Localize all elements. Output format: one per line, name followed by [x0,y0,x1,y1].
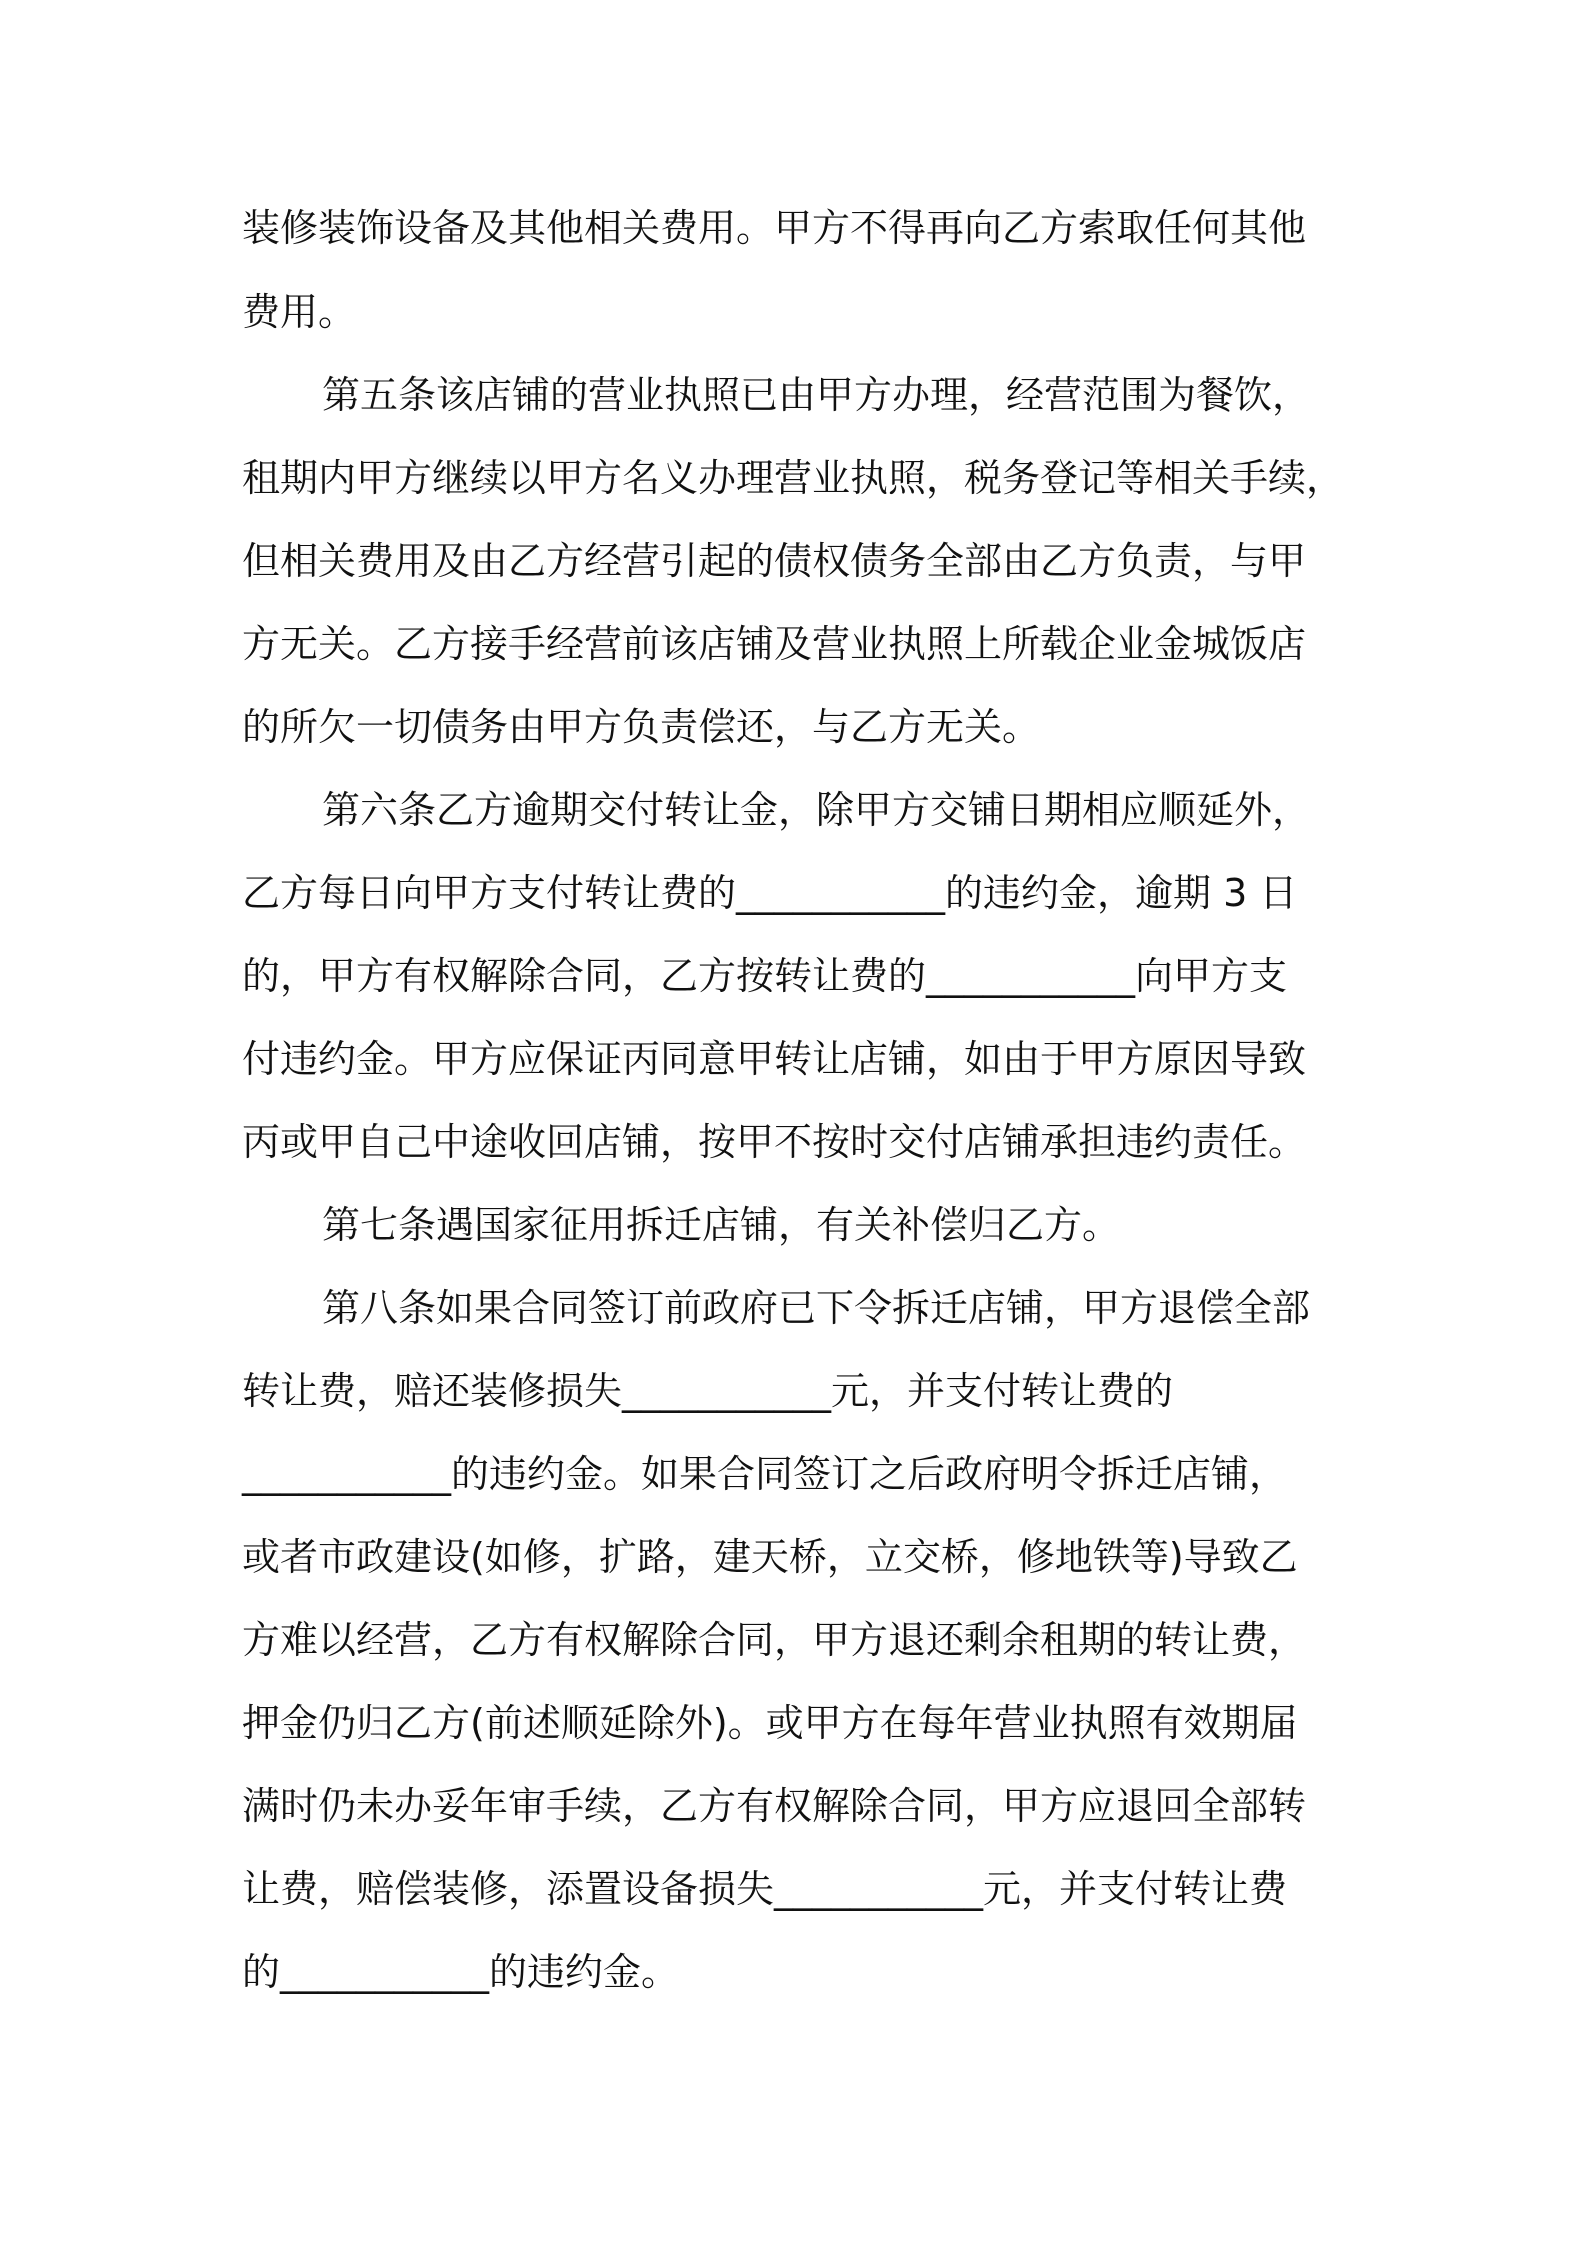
line-text: 第八条如果合同签订前政府已下令拆迁店铺，甲方退偿全部 [322,1286,1311,1330]
text-line [0,531,1586,591]
line-text: 或者市政建设(如修，扩路，建天桥，立交桥，修地铁等)导致乙 [242,1535,1298,1579]
text-line [0,1776,1586,1836]
line-text: 第七条遇国家征用拆迁店铺，有关补偿归乙方。 [322,1203,1121,1247]
line-text: 方难以经营，乙方有权解除合同，甲方退还剩余租期的转让费， [242,1618,1307,1662]
text-line [0,1610,1586,1670]
line-text: 的，甲方有权解除合同，乙方按转让费的___________向甲方支 [242,954,1288,998]
text-line [0,1361,1586,1421]
text-line [0,448,1586,508]
text-line [0,780,1586,840]
line-text: 装修装饰设备及其他相关费用。甲方不得再向乙方索取任何其他 [242,206,1307,250]
line-text: 满时仍未办妥年审手续，乙方有权解除合同，甲方应退回全部转 [242,1784,1307,1828]
line-text: 但相关费用及由乙方经营引起的债权债务全部由乙方负责，与甲 [242,539,1307,583]
line-text: 租期内甲方继续以甲方名义办理营业执照，税务登记等相关手续， [242,456,1345,500]
line-text: 丙或甲自己中途收回店铺，按甲不按时交付店铺承担违约责任。 [242,1120,1307,1164]
text-line [0,1278,1586,1338]
text-line [0,282,1586,342]
line-text: 让费，赔偿装修，添置设备损失___________元，并支付转让费 [242,1867,1288,1911]
text-line [0,614,1586,674]
text-line [0,697,1586,757]
text-line [0,1444,1586,1504]
text-line [0,1195,1586,1255]
text-line [0,863,1586,923]
text-line [0,1029,1586,1089]
line-text: 第五条该店铺的营业执照已由甲方办理，经营范围为餐饮， [322,373,1311,417]
line-text: 乙方每日向甲方支付转让费的___________的违约金，逾期 3 日 [242,871,1298,915]
line-text: 费用。 [242,290,357,334]
text-line [0,1112,1586,1172]
text-line [0,1859,1586,1919]
line-text: 第六条乙方逾期交付转让金，除甲方交铺日期相应顺延外， [322,788,1311,832]
line-text: 付违约金。甲方应保证丙同意甲转让店铺，如由于甲方原因导致 [242,1037,1307,1081]
text-line [0,1942,1586,2002]
line-text: 押金仍归乙方(前述顺延除外)。或甲方在每年营业执照有效期届 [242,1701,1298,1745]
text-line [0,946,1586,1006]
text-line [0,365,1586,425]
line-text: ___________的违约金。如果合同签订之后政府明令拆迁店铺， [242,1452,1288,1496]
line-text: 的___________的违约金。 [242,1950,680,1994]
text-line [0,1693,1586,1753]
line-text: 转让费，赔还装修损失___________元，并支付转让费的 [242,1369,1174,1413]
line-text: 方无关。乙方接手经营前该店铺及营业执照上所载企业金城饭店 [242,622,1307,666]
line-text: 的所欠一切债务由甲方负责偿还，与乙方无关。 [242,705,1041,749]
text-line [0,1527,1586,1587]
text-line [0,198,1586,258]
